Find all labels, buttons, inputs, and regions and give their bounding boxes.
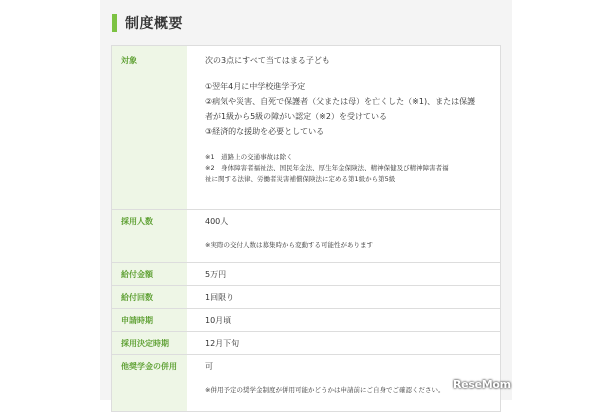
row-value-recruits	[187, 210, 501, 263]
table-row-times	[112, 286, 501, 309]
row-label-amount: 給付金額	[112, 263, 188, 286]
table-row-decision	[112, 332, 501, 355]
target-note-1: ※1 道路上の交通事故は除く	[205, 153, 293, 161]
target-intro: 次の3点にすべて当てはまる子ども	[205, 56, 330, 65]
target-item-2-line-1: ②病気や災害、自死で保護者（父または母）を亡くした（※1)、または保護	[205, 97, 476, 106]
row-label-target: 対象	[112, 46, 188, 210]
recruits-note: ※実際の交付人数は募集時から変動する可能性があります	[205, 241, 373, 249]
table-row-target	[112, 46, 501, 210]
row-value-times: 1回限り	[187, 286, 501, 309]
row-value-target	[187, 46, 501, 210]
target-item-1: ①翌年4月に中学校進学予定	[205, 82, 306, 91]
overview-table	[111, 45, 501, 412]
target-item-2-line-2: 者が1級から5級の障がい認定（※2）を受けている	[205, 112, 387, 121]
table-row-amount	[112, 263, 501, 286]
table-row-recruits	[112, 210, 501, 263]
row-label-combined: 他奨学金の併用	[112, 355, 188, 412]
row-label-decision: 採用決定時期	[112, 332, 188, 355]
heading-accent-bar	[112, 14, 117, 32]
resemom-watermark: ReseMom	[453, 378, 511, 391]
row-value-amount: 5万円	[187, 263, 501, 286]
row-label-period: 申請時期	[112, 309, 188, 332]
section-title: 制度概要	[125, 16, 183, 32]
combined-value: 可	[205, 362, 213, 371]
table-row-combined	[112, 355, 501, 412]
row-value-decision: 12月下旬	[187, 332, 501, 355]
row-value-period: 10月頃	[187, 309, 501, 332]
target-note-2-line-2: 祉に関する法律、労働者災害補償保険法に定める第1級から第5級	[205, 175, 396, 183]
section-heading	[112, 12, 183, 34]
recruits-value: 400人	[205, 217, 229, 226]
target-item-3: ③経済的な援助を必要としている	[205, 127, 325, 136]
row-label-times: 給付回数	[112, 286, 188, 309]
combined-note: ※併用予定の奨学金制度が併用可能かどうかは申請前にご自身でご確認ください。	[205, 386, 445, 394]
table-row-period	[112, 309, 501, 332]
row-label-recruits: 採用人数	[112, 210, 188, 263]
target-note-2-line-1: ※2 身体障害者福祉法、国民年金法、厚生年金保険法、精神保健及び精神障害者福	[205, 164, 449, 172]
